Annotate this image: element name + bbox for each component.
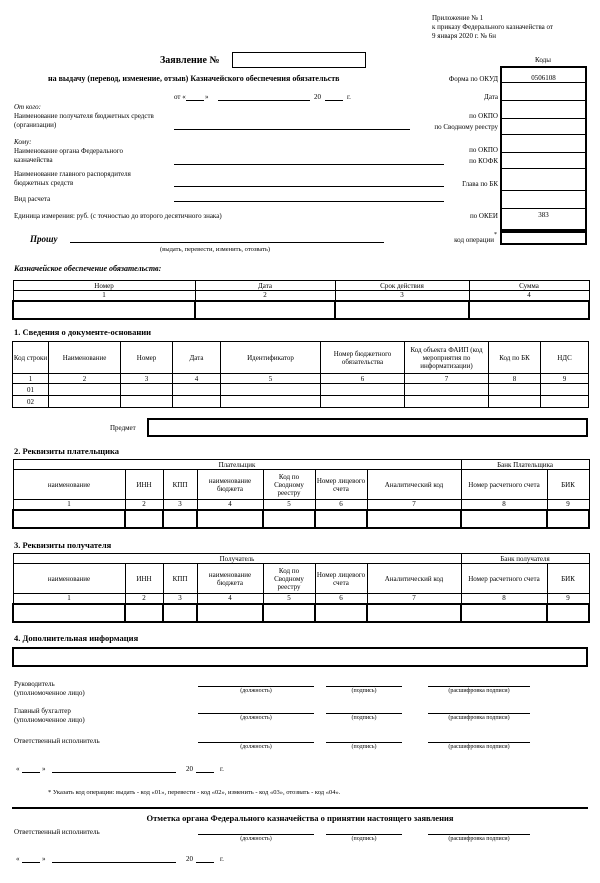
s1-cell[interactable] xyxy=(321,396,405,408)
s2-num: 9 xyxy=(547,500,589,510)
s1-num: 4 xyxy=(173,374,221,384)
s2-cell[interactable] xyxy=(197,510,263,528)
section1-table xyxy=(12,341,589,408)
from-heading: От кого: xyxy=(14,103,41,111)
s3-num: 3 xyxy=(163,594,197,604)
s1-col: Номер бюджетного обязательства xyxy=(321,342,405,374)
s3-cell[interactable] xyxy=(263,604,315,622)
s3-num: 7 xyxy=(367,594,461,604)
s2-col: наименование бюджета xyxy=(197,470,263,500)
mark-year-suffix: г. xyxy=(220,855,224,863)
cap-decode: (расшифровка подписи) xyxy=(448,715,510,721)
sig-year-suffix: г. xyxy=(220,765,224,773)
kob-cell[interactable] xyxy=(335,301,469,319)
head-decode-line[interactable] xyxy=(428,686,530,687)
s1-num: 7 xyxy=(405,374,489,384)
mark-year-line[interactable] xyxy=(196,862,214,863)
s2-num: 1 xyxy=(13,500,125,510)
okud-label: Форма по ОКУД xyxy=(448,75,498,83)
appendix-line1: Приложение № 1 xyxy=(432,14,484,22)
mark-exec-label: Ответственный исполнитель xyxy=(14,828,100,836)
request-caption: (выдать, перевести, изменить, отозвать) xyxy=(160,246,271,253)
s3-col: КПП xyxy=(163,564,197,594)
to-vid-label: Вид расчета xyxy=(14,195,51,203)
okpo2-label: по ОКПО xyxy=(469,146,498,154)
kob-table xyxy=(12,280,590,320)
s1-cell[interactable] xyxy=(221,384,321,396)
date-day-line[interactable] xyxy=(186,100,204,101)
date-year-line[interactable] xyxy=(325,100,343,101)
date-label: Дата xyxy=(484,93,498,101)
s2-num: 4 xyxy=(197,500,263,510)
s2-cell[interactable] xyxy=(125,510,163,528)
exec-decode-line[interactable] xyxy=(428,742,530,743)
kob-cell[interactable] xyxy=(195,301,335,319)
cap-position: (должность) xyxy=(240,836,272,842)
okpo-label: по ОКПО xyxy=(469,112,498,120)
acc-sub: (уполномоченное лицо) xyxy=(14,716,85,724)
s3-cell[interactable] xyxy=(125,604,163,622)
cap-position: (должность) xyxy=(240,715,272,721)
acc-decode-line[interactable] xyxy=(428,713,530,714)
s1-num: 2 xyxy=(49,374,121,384)
s2-cell[interactable] xyxy=(163,510,197,528)
section4-heading: 4. Дополнительная информация xyxy=(14,633,139,643)
additional-info-field[interactable] xyxy=(12,647,588,667)
s3-col: наименование бюджета xyxy=(197,564,263,594)
sig-year-line[interactable] xyxy=(196,772,214,773)
s1-col: Код объекта ФАИП (код мероприятия по информатизации) xyxy=(405,342,489,374)
s1-num: 5 xyxy=(221,374,321,384)
kob-cell[interactable] xyxy=(469,301,589,319)
form-number-field[interactable] xyxy=(232,52,366,68)
s2-cell[interactable] xyxy=(13,510,125,528)
s1-col: Идентификатор xyxy=(221,342,321,374)
s2-col: наименование xyxy=(13,470,125,500)
s2-group-payer: Плательщик xyxy=(13,460,461,470)
s3-num: 2 xyxy=(125,594,163,604)
s2-cell[interactable] xyxy=(367,510,461,528)
s2-col: Номер лицевого счета xyxy=(315,470,367,500)
s2-cell[interactable] xyxy=(315,510,367,528)
sig-day-line[interactable] xyxy=(22,772,40,773)
sig-date-open: « xyxy=(16,765,20,773)
s2-col: Код по Сводному реестру xyxy=(263,470,315,500)
row-code: 02 xyxy=(13,396,49,408)
s1-cell[interactable] xyxy=(405,396,489,408)
kob-num: 4 xyxy=(469,291,589,301)
s3-col: наименование xyxy=(13,564,125,594)
s3-cell[interactable] xyxy=(163,604,197,622)
sig-date-close: » xyxy=(42,765,46,773)
s2-col: Аналитический код xyxy=(367,470,461,500)
cap-position: (должность) xyxy=(240,744,272,750)
appendix-line2: к приказу Федерального казначейства от xyxy=(432,23,553,31)
s3-group-recipient: Получатель xyxy=(13,554,461,564)
s3-num: 5 xyxy=(263,594,315,604)
footnote: * Указать код операции: выдать - код «01», перевести - код «02», изменить - код «03», отозвать - код «04». xyxy=(48,789,341,796)
s1-num: 3 xyxy=(121,374,173,384)
section2-table xyxy=(12,459,590,529)
mark-day-line[interactable] xyxy=(22,862,40,863)
kob-cell[interactable] xyxy=(13,301,195,319)
from-name-label: Наименование получателя бюджетных средств (организации) xyxy=(14,112,154,129)
request-label: Прошу xyxy=(30,234,58,244)
appendix-line3: 9 января 2020 г. № 6н xyxy=(432,32,497,40)
to-organ-label: Наименование органа Федерального казначейства xyxy=(14,147,123,164)
mark-decode-line[interactable] xyxy=(428,834,530,835)
s1-cell[interactable] xyxy=(541,396,589,408)
acc-label: Главный бухгалтер xyxy=(14,707,71,715)
s3-col: Аналитический код xyxy=(367,564,461,594)
s1-col: Дата xyxy=(173,342,221,374)
head-label: Руководитель xyxy=(14,680,55,688)
s3-col: Код по Сводному реестру xyxy=(263,564,315,594)
date-year: 20 xyxy=(314,93,321,101)
s3-col: БИК xyxy=(547,564,589,594)
s1-cell[interactable] xyxy=(173,396,221,408)
s1-cell[interactable] xyxy=(173,384,221,396)
to-heading: Кому: xyxy=(14,138,32,146)
s2-col: БИК xyxy=(547,470,589,500)
s2-num: 3 xyxy=(163,500,197,510)
kob-heading: Казначейское обеспечение обязательств: xyxy=(14,264,162,273)
s2-num: 8 xyxy=(461,500,547,510)
form-title: Заявление № xyxy=(160,55,220,66)
s2-num: 2 xyxy=(125,500,163,510)
s3-cell[interactable] xyxy=(367,604,461,622)
s2-col: КПП xyxy=(163,470,197,500)
section3-heading: 3. Реквизиты получателя xyxy=(14,540,112,550)
s1-cell[interactable] xyxy=(121,384,173,396)
s3-num: 1 xyxy=(13,594,125,604)
exec-signature-line[interactable] xyxy=(326,742,402,743)
s1-cell[interactable] xyxy=(541,384,589,396)
s3-col: Номер расчетного счета xyxy=(461,564,547,594)
kob-col: Сумма xyxy=(469,281,589,291)
s1-cell[interactable] xyxy=(489,396,541,408)
kob-col: Срок действия xyxy=(335,281,469,291)
glava-label: Глава по БК xyxy=(462,180,498,188)
mark-year: 20 xyxy=(186,855,193,863)
mark-divider xyxy=(12,807,588,809)
s1-col: Номер xyxy=(121,342,173,374)
s3-cell[interactable] xyxy=(13,604,125,622)
s3-num: 8 xyxy=(461,594,547,604)
sig-month-line[interactable] xyxy=(52,772,176,773)
cap-signature: (подпись) xyxy=(351,715,377,721)
cap-decode: (расшифровка подписи) xyxy=(448,688,510,694)
op-code-field[interactable] xyxy=(500,231,587,245)
s3-num: 6 xyxy=(315,594,367,604)
cap-signature: (подпись) xyxy=(351,744,377,750)
okud-value: 0506108 xyxy=(531,74,556,82)
s3-cell[interactable] xyxy=(197,604,263,622)
okei-value: 383 xyxy=(538,211,549,219)
s1-cell[interactable] xyxy=(49,384,121,396)
table-row xyxy=(13,396,589,408)
mark-signature-line[interactable] xyxy=(326,834,402,835)
mark-position-line[interactable] xyxy=(198,834,314,835)
s1-num: 9 xyxy=(541,374,589,384)
s3-cell[interactable] xyxy=(547,604,589,622)
cap-decode: (расшифровка подписи) xyxy=(448,744,510,750)
s2-num: 7 xyxy=(367,500,461,510)
form-subtitle: на выдачу (перевод, изменение, отзыв) Казначейского обеспечения обязательств xyxy=(48,74,340,83)
s1-cell[interactable] xyxy=(221,396,321,408)
s1-col: Наименование xyxy=(49,342,121,374)
to-grbs-label: Наименование главного распорядителя бюджетных средств xyxy=(14,170,131,187)
s1-col: НДС xyxy=(541,342,589,374)
mark-date-open: « xyxy=(16,855,20,863)
unit-label: Единица измерения: руб. (с точностью до второго десятичного знака) xyxy=(14,212,222,220)
date-year-suffix: г. xyxy=(347,93,351,101)
sig-year: 20 xyxy=(186,765,193,773)
date-mid: » xyxy=(205,93,209,101)
s3-col: ИНН xyxy=(125,564,163,594)
head-sub: (уполномоченное лицо) xyxy=(14,689,85,697)
exec-position-line[interactable] xyxy=(198,742,314,743)
section2-heading: 2. Реквизиты плательщика xyxy=(14,446,119,456)
cap-signature: (подпись) xyxy=(351,836,377,842)
mark-heading: Отметка органа Федерального казначейства о принятии настоящего заявления xyxy=(146,813,454,823)
s1-cell[interactable] xyxy=(321,384,405,396)
svod-label: по Сводному реестру xyxy=(434,123,498,131)
head-signature-line[interactable] xyxy=(326,686,402,687)
s1-col: Код строки xyxy=(13,342,49,374)
cap-signature: (подпись) xyxy=(351,688,377,694)
to-grbs-line[interactable] xyxy=(174,186,444,187)
kofk-label: по КОФК xyxy=(469,157,498,165)
request-line[interactable] xyxy=(70,242,384,243)
row-code: 01 xyxy=(13,384,49,396)
subject-label: Предмет xyxy=(110,424,136,432)
okei-label: по ОКЕИ xyxy=(469,212,498,220)
s3-cell[interactable] xyxy=(315,604,367,622)
to-vid-line[interactable] xyxy=(174,201,444,202)
s2-cell[interactable] xyxy=(547,510,589,528)
table-row xyxy=(13,384,589,396)
s1-num: 1 xyxy=(13,374,49,384)
codes-box xyxy=(500,66,587,231)
s2-group-bank: Банк Плательщика xyxy=(461,460,589,470)
s1-cell[interactable] xyxy=(405,384,489,396)
mark-month-line[interactable] xyxy=(52,862,176,863)
s3-group-bank: Банк получателя xyxy=(461,554,589,564)
s1-cell[interactable] xyxy=(49,396,121,408)
s1-cell[interactable] xyxy=(121,396,173,408)
head-position-line[interactable] xyxy=(198,686,314,687)
s2-num: 6 xyxy=(315,500,367,510)
kob-col: Номер xyxy=(13,281,195,291)
s2-col: Номер расчетного счета xyxy=(461,470,547,500)
op-code-label: код операции xyxy=(454,236,494,244)
codes-header: Коды xyxy=(535,56,551,64)
s1-col: Код по БК xyxy=(489,342,541,374)
kob-num: 2 xyxy=(195,291,335,301)
s1-num: 6 xyxy=(321,374,405,384)
acc-position-line[interactable] xyxy=(198,713,314,714)
date-month-line[interactable] xyxy=(218,100,310,101)
s2-num: 5 xyxy=(263,500,315,510)
s3-col: Номер лицевого счета xyxy=(315,564,367,594)
section3-table xyxy=(12,553,590,623)
section1-heading: 1. Сведения о документе-основании xyxy=(14,327,152,337)
date-prefix: от « xyxy=(174,93,186,101)
mark-date-close: » xyxy=(42,855,46,863)
s3-cell[interactable] xyxy=(461,604,547,622)
s3-num: 4 xyxy=(197,594,263,604)
from-name-line[interactable] xyxy=(174,129,410,130)
kob-num: 1 xyxy=(13,291,195,301)
s1-cell[interactable] xyxy=(489,384,541,396)
cap-position: (должность) xyxy=(240,688,272,694)
subject-field[interactable] xyxy=(147,418,588,437)
s3-num: 9 xyxy=(547,594,589,604)
s2-cell[interactable] xyxy=(263,510,315,528)
s1-num: 8 xyxy=(489,374,541,384)
s2-cell[interactable] xyxy=(461,510,547,528)
kob-col: Дата xyxy=(195,281,335,291)
acc-signature-line[interactable] xyxy=(326,713,402,714)
s2-col: ИНН xyxy=(125,470,163,500)
cap-decode: (расшифровка подписи) xyxy=(448,836,510,842)
to-organ-line[interactable] xyxy=(174,164,444,165)
exec-label: Ответственный исполнитель xyxy=(14,737,100,745)
kob-num: 3 xyxy=(335,291,469,301)
